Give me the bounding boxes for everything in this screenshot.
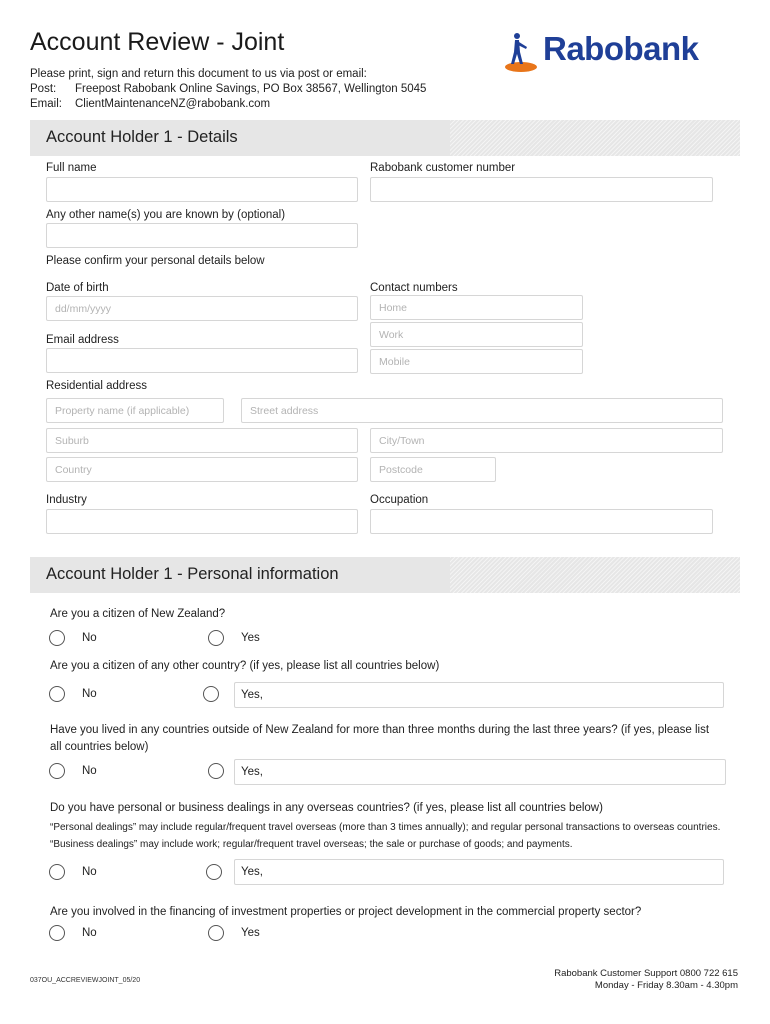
home-phone-field[interactable] — [370, 295, 583, 320]
postcode-field[interactable] — [370, 457, 496, 482]
property-financing-yes-radio[interactable] — [208, 925, 224, 941]
dob-field[interactable] — [46, 296, 358, 321]
email-label: Email: — [30, 98, 62, 110]
email-address-label: Email address — [46, 334, 119, 346]
lived-overseas-no-radio[interactable] — [49, 763, 65, 779]
country-placeholder: Country — [55, 463, 92, 476]
option-label: No — [82, 765, 97, 777]
dob-label: Date of birth — [46, 282, 109, 294]
section-title: Account Holder 1 - Personal information — [46, 565, 339, 583]
industry-field[interactable] — [46, 509, 358, 534]
country-field[interactable] — [46, 457, 358, 482]
intro-text: Please print, sign and return this document to us via post or email: — [30, 68, 367, 80]
street-address-field[interactable] — [241, 398, 723, 423]
suburb-field[interactable] — [46, 428, 358, 453]
other-citizenship-countries-field[interactable] — [234, 682, 724, 708]
lived-overseas-question: Have you lived in any countries outside of New Zealand for more than three months during the last three years? (if yes, please list all countries below) — [50, 724, 710, 753]
home-placeholder: Home — [379, 301, 408, 314]
confirm-label: Please confirm your personal details below — [46, 255, 265, 267]
property-placeholder: Property name (if applicable) — [55, 404, 190, 417]
option-label: No — [82, 688, 97, 700]
post-label: Post: — [30, 83, 57, 95]
support-hours: Monday - Friday 8.30am - 4.30pm — [594, 980, 738, 991]
rabobank-logo — [503, 30, 728, 76]
option-label: Yes — [241, 927, 260, 939]
property-financing-no-radio[interactable] — [49, 925, 65, 941]
post-address: Freepost Rabobank Online Savings, PO Box 38567, Wellington 5045 — [75, 83, 427, 95]
other-names-label: Any other name(s) you are known by (optional) — [46, 209, 286, 221]
yes-label: Yes, — [241, 866, 263, 878]
lived-overseas-countries-field[interactable] — [234, 759, 726, 785]
rabobank-figure-icon — [503, 30, 543, 76]
yes-label: Yes, — [241, 766, 263, 778]
option-label: No — [82, 632, 97, 644]
occupation-field[interactable] — [370, 509, 713, 534]
suburb-placeholder: Suburb — [55, 434, 89, 447]
other-citizenship-yes-radio[interactable] — [203, 686, 219, 702]
details-section-header — [30, 120, 740, 156]
overseas-dealings-note: “Personal dealings” may include regular/frequent travel overseas (more than 3 times annually); and regular personal transactions to overseas countries. “Business dealings” may include work; regular/frequent travel overseas; the sale or purchase of goods; and payments. — [50, 822, 721, 850]
contact-numbers-label: Contact numbers — [370, 282, 458, 294]
occupation-label: Occupation — [370, 494, 429, 506]
street-placeholder: Street address — [250, 404, 319, 417]
customer-number-field[interactable] — [370, 177, 713, 202]
email-address-field[interactable] — [46, 348, 358, 373]
mobile-placeholder: Mobile — [379, 355, 410, 368]
yes-label: Yes, — [241, 689, 263, 701]
city-placeholder: City/Town — [379, 434, 425, 447]
email-address: ClientMaintenanceNZ@rabobank.com — [75, 98, 271, 110]
option-label: No — [82, 927, 97, 939]
work-placeholder: Work — [379, 328, 404, 341]
form-code: 037OU_ACCREVIEWJOINT_05/20 — [30, 977, 141, 984]
overseas-dealings-no-radio[interactable] — [49, 864, 65, 880]
personal-info-section-header — [30, 557, 740, 593]
other-names-field[interactable] — [46, 223, 358, 248]
brand-name: Rabobank — [543, 30, 699, 67]
work-phone-field[interactable] — [370, 322, 583, 347]
full-name-field[interactable] — [46, 177, 358, 202]
other-citizenship-question: Are you a citizen of any other country? (if yes, please list all countries below) — [50, 660, 440, 672]
nz-citizen-yes-radio[interactable] — [208, 630, 224, 646]
option-label: Yes — [241, 632, 260, 644]
dob-placeholder: dd/mm/yyyy — [55, 302, 112, 315]
support-info — [554, 968, 738, 992]
industry-label: Industry — [46, 494, 87, 506]
overseas-dealings-yes-radio[interactable] — [206, 864, 222, 880]
postcode-placeholder: Postcode — [379, 463, 423, 476]
residential-address-label: Residential address — [46, 380, 148, 392]
option-label: No — [82, 866, 97, 878]
section-title: Account Holder 1 - Details — [46, 128, 238, 146]
overseas-dealings-countries-field[interactable] — [234, 859, 724, 885]
other-citizenship-no-radio[interactable] — [49, 686, 65, 702]
city-field[interactable] — [370, 428, 723, 453]
page-title: Account Review - Joint — [30, 28, 285, 56]
mobile-phone-field[interactable] — [370, 349, 583, 374]
full-name-label: Full name — [46, 162, 97, 174]
property-financing-question: Are you involved in the financing of investment properties or project development in the commercial property sector? — [50, 906, 642, 918]
overseas-dealings-question: Do you have personal or business dealings in any overseas countries? (if yes, please list all countries below) — [50, 802, 603, 814]
nz-citizen-question: Are you a citizen of New Zealand? — [50, 608, 226, 620]
support-phone: Rabobank Customer Support 0800 722 615 — [554, 968, 738, 979]
nz-citizen-no-radio[interactable] — [49, 630, 65, 646]
customer-number-label: Rabobank customer number — [370, 162, 516, 174]
property-name-field[interactable] — [46, 398, 224, 423]
lived-overseas-yes-radio[interactable] — [208, 763, 224, 779]
